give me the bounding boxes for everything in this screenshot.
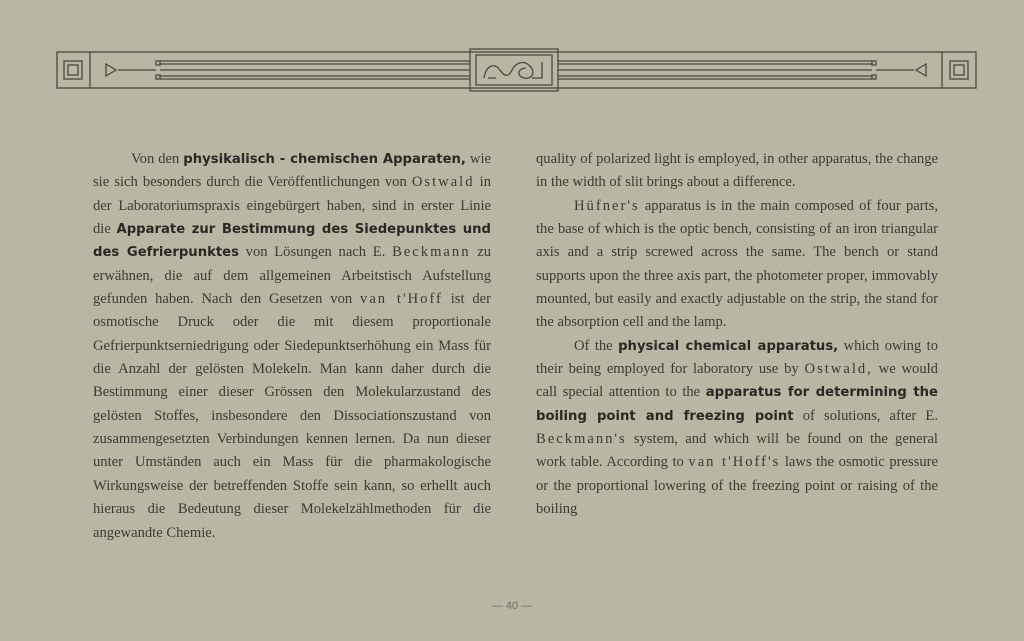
text-run: von Lösungen nach E.: [238, 244, 393, 261]
spaced-name: Ostwald: [411, 174, 475, 191]
text-run: wie sie sich besonders durch die Veröffentlichungen von: [93, 151, 491, 191]
text-run: Von den: [131, 151, 184, 167]
text-run: of solutions, after E.: [793, 407, 938, 424]
text-run: zu erwähnen, die auf dem allgemeinen Arbeitstisch Aufstellung gefunden haben. Nach den Gesetzen von: [93, 244, 491, 308]
triangle-right-icon: [106, 64, 116, 76]
spaced-name: Beckmann's: [536, 431, 627, 448]
paragraph: [536, 195, 938, 335]
header-ornament: [56, 48, 978, 92]
square-box-icon: [942, 52, 968, 88]
page-number: — 40 —: [491, 600, 533, 612]
monogram-icon: [470, 49, 558, 91]
text-run: apparatus is in the main composed of four parts, the base of which is the optic bench, consisting of an iron triangular axis and a strip screwed across the same. The bench or stand supports upon the three axis part, the photometer proper, immovably mounted, but easily and exactly adjustable on the strip, the stand for the absorption cell and the lamp.: [536, 197, 938, 331]
text-run: laws the osmotic pressure or the proportional lowering of the freezing point or raising of the boiling: [536, 454, 938, 518]
text-run: in der Laboratoriumspraxis eingebürgert haben, sind in erster Linie die: [93, 174, 492, 238]
square-box-icon: [64, 52, 90, 88]
english-text-column: [536, 148, 938, 522]
spaced-name: van t'Hoff's: [688, 454, 781, 471]
bold-term: Apparate zur Bestimmung des Siedepunktes und des Gefrierpunktes: [93, 222, 491, 261]
german-text-column: [93, 148, 491, 545]
text-run: we would call special attention to the: [536, 361, 938, 401]
spaced-name: van t'Hoff: [360, 291, 443, 308]
text-run: Of the: [574, 337, 619, 354]
spaced-name: Ostwald,: [804, 361, 873, 378]
spaced-name: Hüfner's: [574, 197, 640, 214]
paragraph: [93, 148, 491, 545]
bold-term: apparatus for determining the boiling point and freezing point: [536, 385, 938, 424]
text-run: which owing to their being employed for laboratory use by: [536, 337, 938, 378]
paragraph: [536, 148, 938, 195]
text-run: ist der osmotische Druck oder die mit diesem proportionale Gefrierpunktserniedrigung oder Siedepunktserhöhung ein Mass für die Anzahl der gelösten Molekeln. Man kann daher durch die Bestimmung einer dieser Grössen den Molekularzustand des gelösten Stoffes, insbesondere den Dissociationszustand von zusammengesetzten Verbindungen kennen lernen. Da nun dieser unter Umständen auch ein Mass für die pharmakologische Wirkungsweise der betreffenden Stoffe sein kann, so erhellt auch hieraus die Bedeutung dieser Molekelzählmethoden für die angewandte Chemie.: [93, 291, 491, 541]
spaced-name: Beckmann: [392, 244, 471, 261]
triangle-left-icon: [916, 64, 926, 76]
text-run: system, and which will be found on the general work table. According to: [536, 431, 938, 471]
bold-term: physical chemical apparatus,: [618, 338, 839, 354]
bold-term: physikalisch - chemischen Apparaten,: [183, 152, 466, 167]
paragraph: [536, 335, 938, 522]
text-run: quality of polarized light is employed, in other apparatus, the change in the width of slit brings about a difference.: [536, 151, 938, 191]
